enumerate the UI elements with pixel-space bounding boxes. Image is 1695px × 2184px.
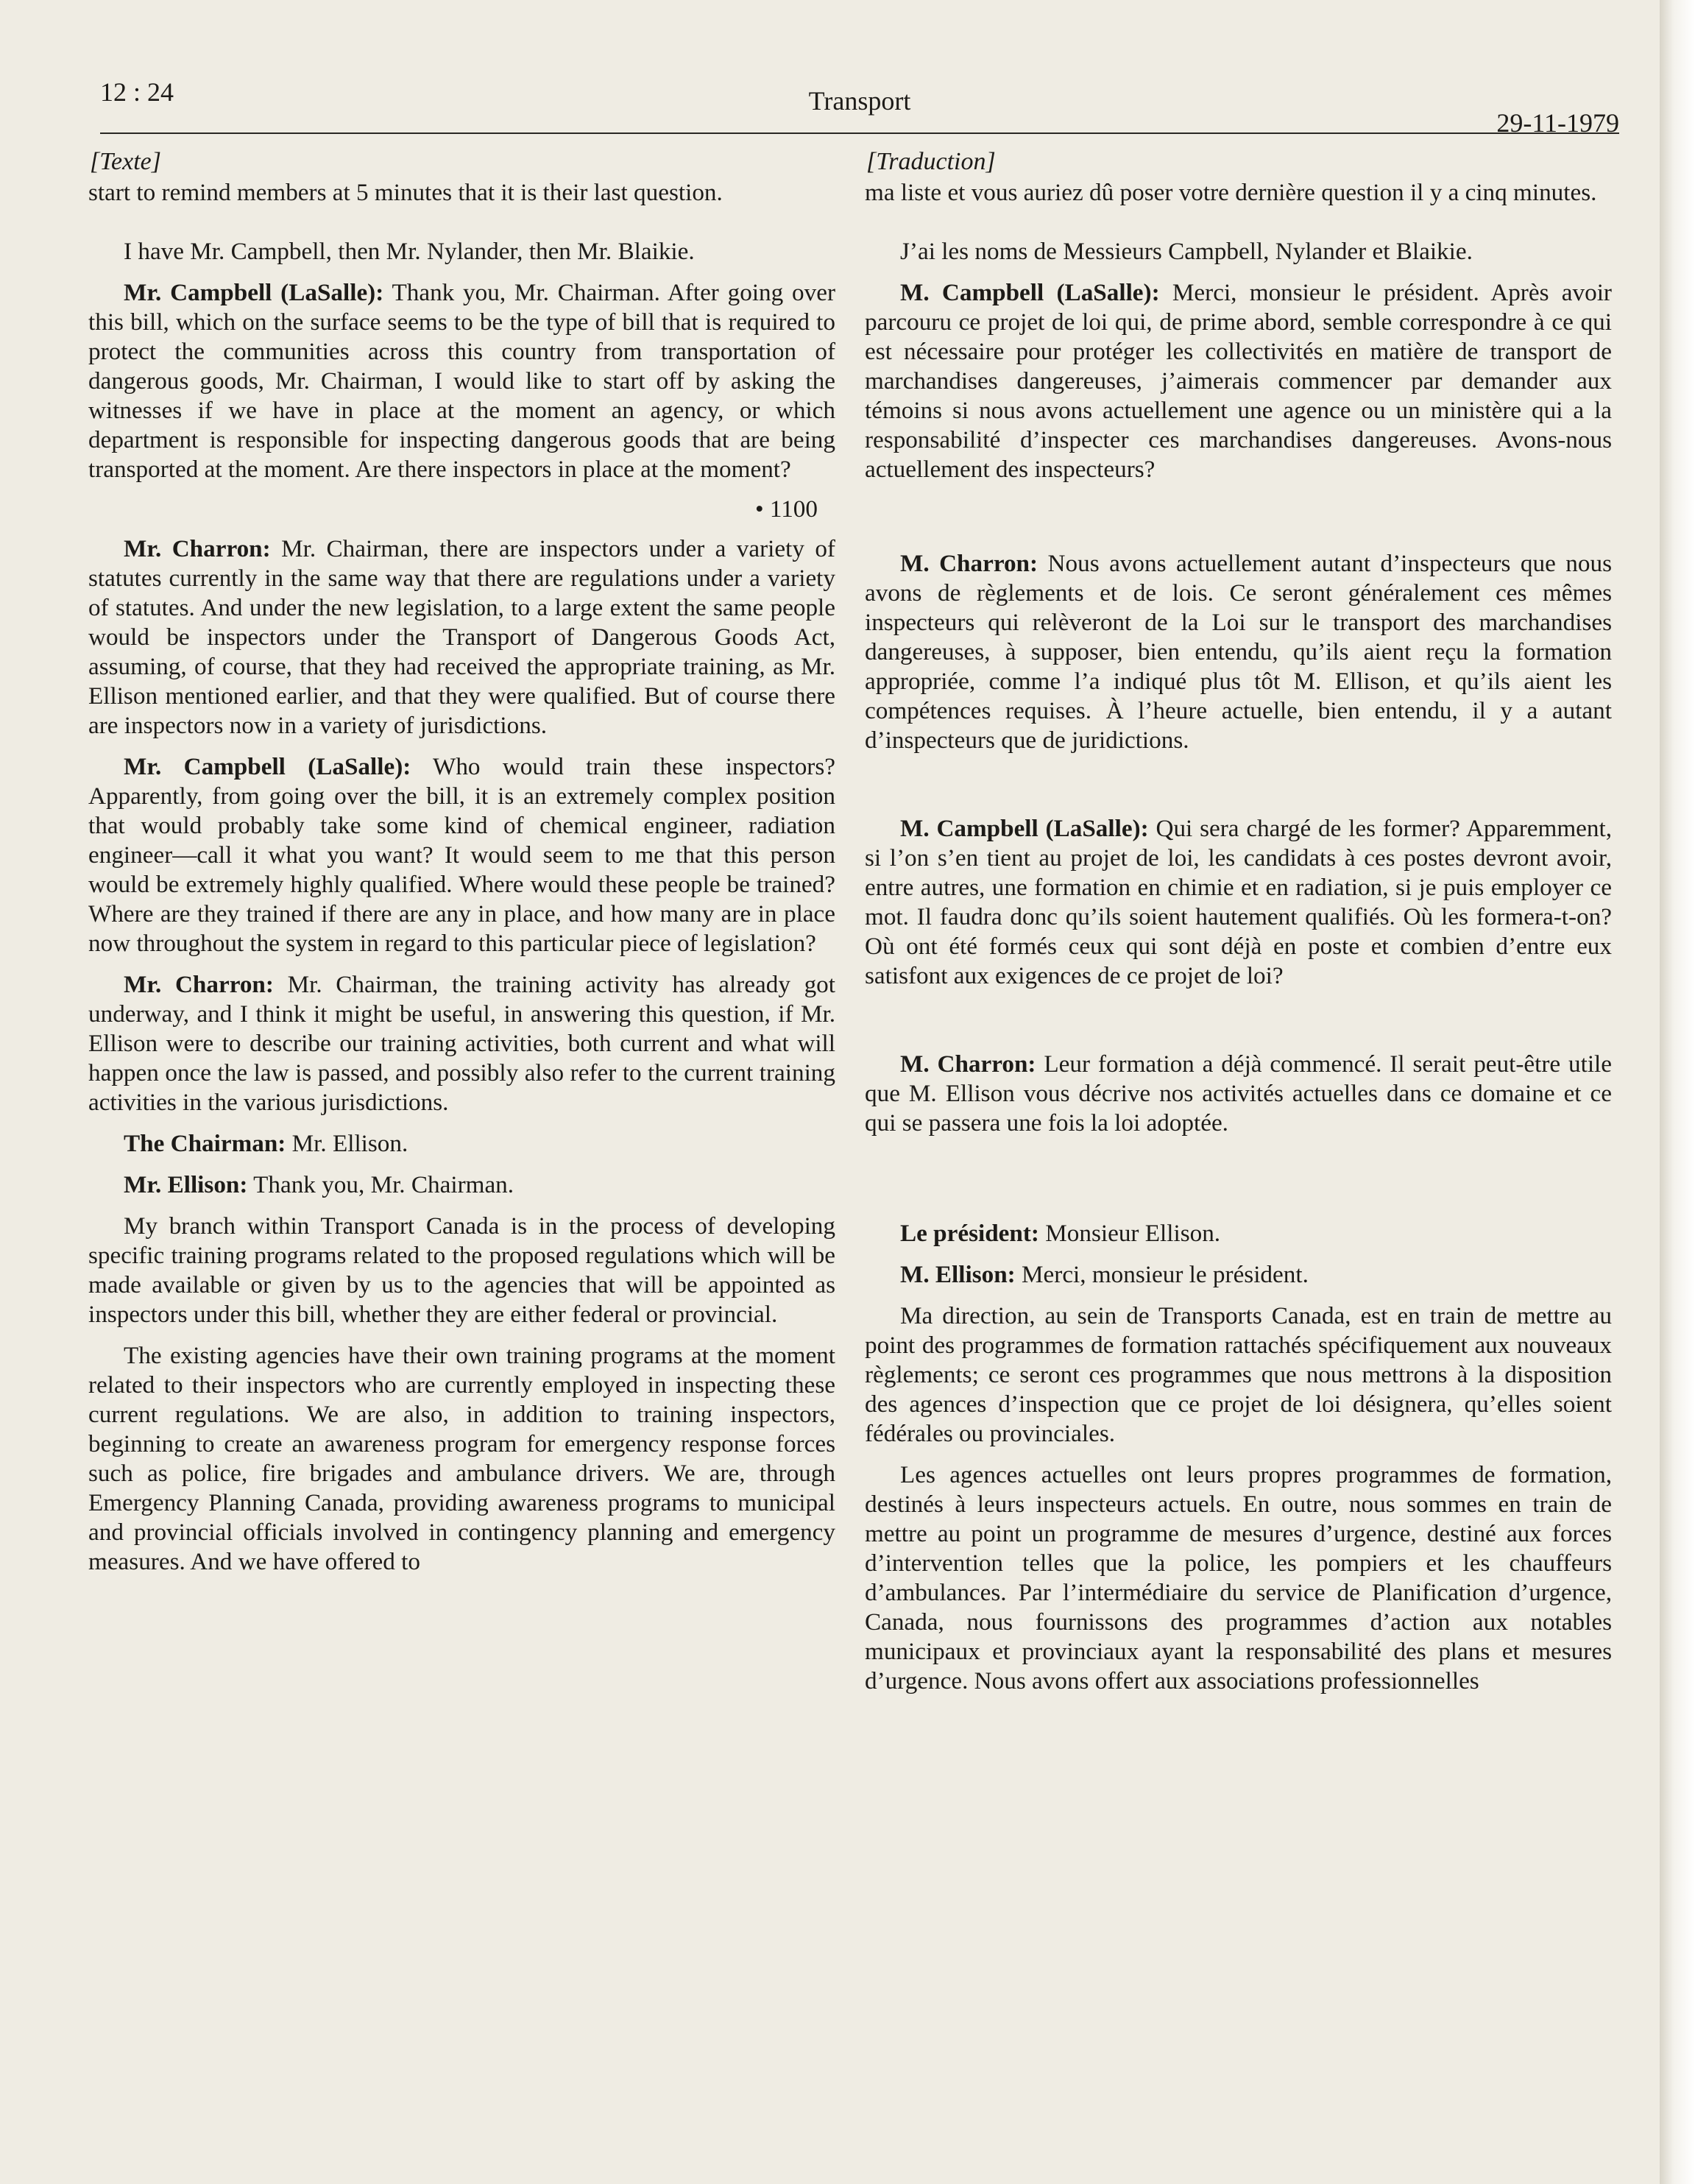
speech-text: Leur formation a déjà commencé. Il serait peut-être utile que M. Ellison vous décrive nos activités actuelles dans ce domaine et ce qui se passera une fois la loi adoptée. bbox=[865, 1050, 1612, 1137]
paragraph: My branch within Transport Canada is in the process of developing specific training programs related to the proposed regulations which will be made available or given by us to the agencies that will be appointed as inspectors under this bill, whether they are either federal or provincial. bbox=[88, 1212, 835, 1328]
column-language-label: [Texte] bbox=[90, 148, 161, 175]
english-column bbox=[88, 147, 835, 1577]
speech-text: Merci, monsieur le président. Après avoir parcouru ce projet de loi qui, de prime abord, semble correspondre à ce qui est nécessaire pour protéger les collectivités en matière de transport de marchandises dangereuses, j’aimerais commencer par demander aux témoins si nous avons actuellement une agence ou un ministère qui a la responsabilité d’inspecter ces marchandises dangereuses. Avons-nous actuellement des inspecteurs? bbox=[865, 279, 1612, 483]
speech-text: Mr. Chairman, there are inspectors under a variety of statutes currently in the same way that there are regulations under a variety of statutes. And under the new legislation, to a large extent the same people would be inspectors under the Transport of Dangerous Goods Act, assuming, of course, that they had received the appropriate training, as Mr. Ellison mentioned earlier, and that they were qualified. But of course there are inspectors now in a variety of jurisdictions. bbox=[88, 535, 835, 739]
speech-text: Thank you, Mr. Chairman. After going over this bill, which on the surface seems to be the type of bill that is required to protect the communities across this country from transportation of dangerous goods, Mr. Chairman, I would like to start off by asking the witnesses if we have in place at the moment an agency, or which department is responsible for inspecting dangerous goods that are being transported at the moment. Are there inspectors in place at the moment? bbox=[88, 279, 835, 483]
speaker-name: M. Ellison: bbox=[900, 1261, 1016, 1288]
paragraph bbox=[88, 534, 835, 741]
paragraph: I have Mr. Campbell, then Mr. Nylander, then Mr. Blaikie. bbox=[124, 238, 695, 265]
speaker-name: Le président: bbox=[900, 1220, 1039, 1247]
paragraph bbox=[865, 1050, 1612, 1138]
speech-text: Thank you, Mr. Chairman. bbox=[247, 1171, 514, 1198]
header-date: 29-11-1979 bbox=[1496, 108, 1619, 138]
speech-text: Monsieur Ellison. bbox=[1038, 1220, 1221, 1247]
speaker-name: M. Charron: bbox=[900, 550, 1038, 577]
paragraph: ma liste et vous auriez dû poser votre dernière question il y a cinq minutes. bbox=[865, 179, 1597, 206]
speaker-name: Mr. Charron: bbox=[124, 535, 271, 562]
speech-text: Qui sera chargé de les former? Apparemment, si l’on s’en tient au projet de loi, les candidats à ces postes devront avoir, entre autres, une formation en chimie et en radiation, si je puis employer ce mot. Il faudra donc qu’ils soient hautement qualifiés. Où les formera-t-on? Où ont été formés ceux qui sont déjà en poste et combien d’entre eux satisfont aux exigences de ce projet de loi? bbox=[865, 815, 1612, 989]
paragraph bbox=[88, 752, 835, 958]
time-marker: • 1100 bbox=[754, 495, 818, 523]
speaker-name: Mr. Charron: bbox=[124, 971, 274, 998]
running-title: Transport bbox=[808, 86, 911, 116]
page-number: 12 : 24 bbox=[100, 77, 174, 107]
column-language-label: [Traduction] bbox=[866, 148, 996, 175]
speech-text: Merci, monsieur le président. bbox=[1015, 1261, 1309, 1288]
paragraph bbox=[88, 1170, 835, 1200]
paragraph bbox=[865, 549, 1612, 755]
speech-text: Nous avons actuellement autant d’inspecteurs que nous avons de règlements et de lois. Ce seront généralement ces mêmes inspecteurs qui relèveront de la Loi sur le transport des marchandises dangereuses, à supposer, bien entendu, qu’ils aient reçu la formation appropriée, comme l’a indiqué plus tôt M. Ellison, et qu’ils aient les compétences requises. À l’heure actuelle, bien entendu, il y a autant d’inspecteurs que de juridictions. bbox=[865, 550, 1612, 754]
paragraph bbox=[865, 278, 1612, 484]
french-column bbox=[865, 147, 1612, 1696]
paragraph: Ma direction, au sein de Transports Canada, est en train de mettre au point des programmes de formation rattachés spécifiquement aux nouveaux règlements; ce seront ces programmes que nous mettrons à la disposition des agences d’inspection que ce projet de loi désignera, qu’elles soient fédérales ou provinciales. bbox=[865, 1302, 1612, 1447]
paragraph bbox=[88, 1129, 835, 1159]
speech-text: Who would train these inspectors? Apparently, from going over the bill, it is an extremely complex position that would probably take some kind of chemical engineer, radiation engineer—call it what you want? It would seem to me that this person would be extremely highly qualified. Where would these people be trained? Where are they trained if there are any in place, and how many are in place now throughout the system in regard to this particular piece of legislation? bbox=[88, 753, 836, 957]
paragraph: J’ai les noms de Messieurs Campbell, Nylander et Blaikie. bbox=[900, 238, 1473, 265]
speech-text: Mr. Ellison. bbox=[286, 1130, 408, 1157]
page-edge-shadow bbox=[1660, 0, 1695, 2184]
paragraph bbox=[865, 1219, 1612, 1248]
page-header bbox=[100, 74, 1619, 138]
speech-text: Mr. Chairman, the training activity has already got underway, and I think it might be useful, in answering this question, if Mr. Ellison were to describe our training activities, both current and what will happen once the law is passed, and possibly also refer to the current training activities in the various jurisdictions. bbox=[88, 971, 835, 1116]
speaker-name: M. Campbell (LaSalle): bbox=[900, 815, 1149, 842]
paragraph: start to remind members at 5 minutes that it is their last question. bbox=[88, 179, 723, 206]
paragraph: Les agences actuelles ont leurs propres programmes de formation, destinés à leurs inspecteurs actuels. En outre, nous sommes en train de mettre au point un programme de mesures d’urgence, destiné aux forces d’intervention telles que la police, les pompiers et les chauffeurs d’ambulances. Par l’intermédiaire du service de Planification d’urgence, Canada, nous fournissons des programmes d’action aux notables municipaux et provinciaux ayant la responsabilité des plans et mesures d’urgence. Nous avons offert aux associations professionnelles bbox=[865, 1461, 1612, 1694]
paragraph: The existing agencies have their own training programs at the moment related to their inspectors who are currently employed in inspecting these current regulations. We are also, in addition to training inspectors, beginning to create an awareness program for emergency response forces such as police, fire brigades and ambulance drivers. We are, through Emergency Planning Canada, providing awareness programs to municipal and provincial officials involved in contingency planning and emergency measures. And we have offered to bbox=[88, 1342, 835, 1575]
speaker-name: Mr. Campbell (LaSalle): bbox=[124, 279, 384, 306]
paragraph bbox=[865, 814, 1612, 991]
paragraph bbox=[88, 970, 835, 1117]
speaker-name: Mr. Ellison: bbox=[124, 1171, 248, 1198]
paragraph bbox=[865, 1260, 1612, 1290]
speaker-name: M. Charron: bbox=[900, 1050, 1036, 1078]
speaker-name: M. Campbell (LaSalle): bbox=[900, 279, 1160, 306]
speaker-name: The Chairman: bbox=[124, 1130, 286, 1157]
paragraph bbox=[88, 278, 835, 484]
speaker-name: Mr. Campbell (LaSalle): bbox=[124, 753, 411, 780]
